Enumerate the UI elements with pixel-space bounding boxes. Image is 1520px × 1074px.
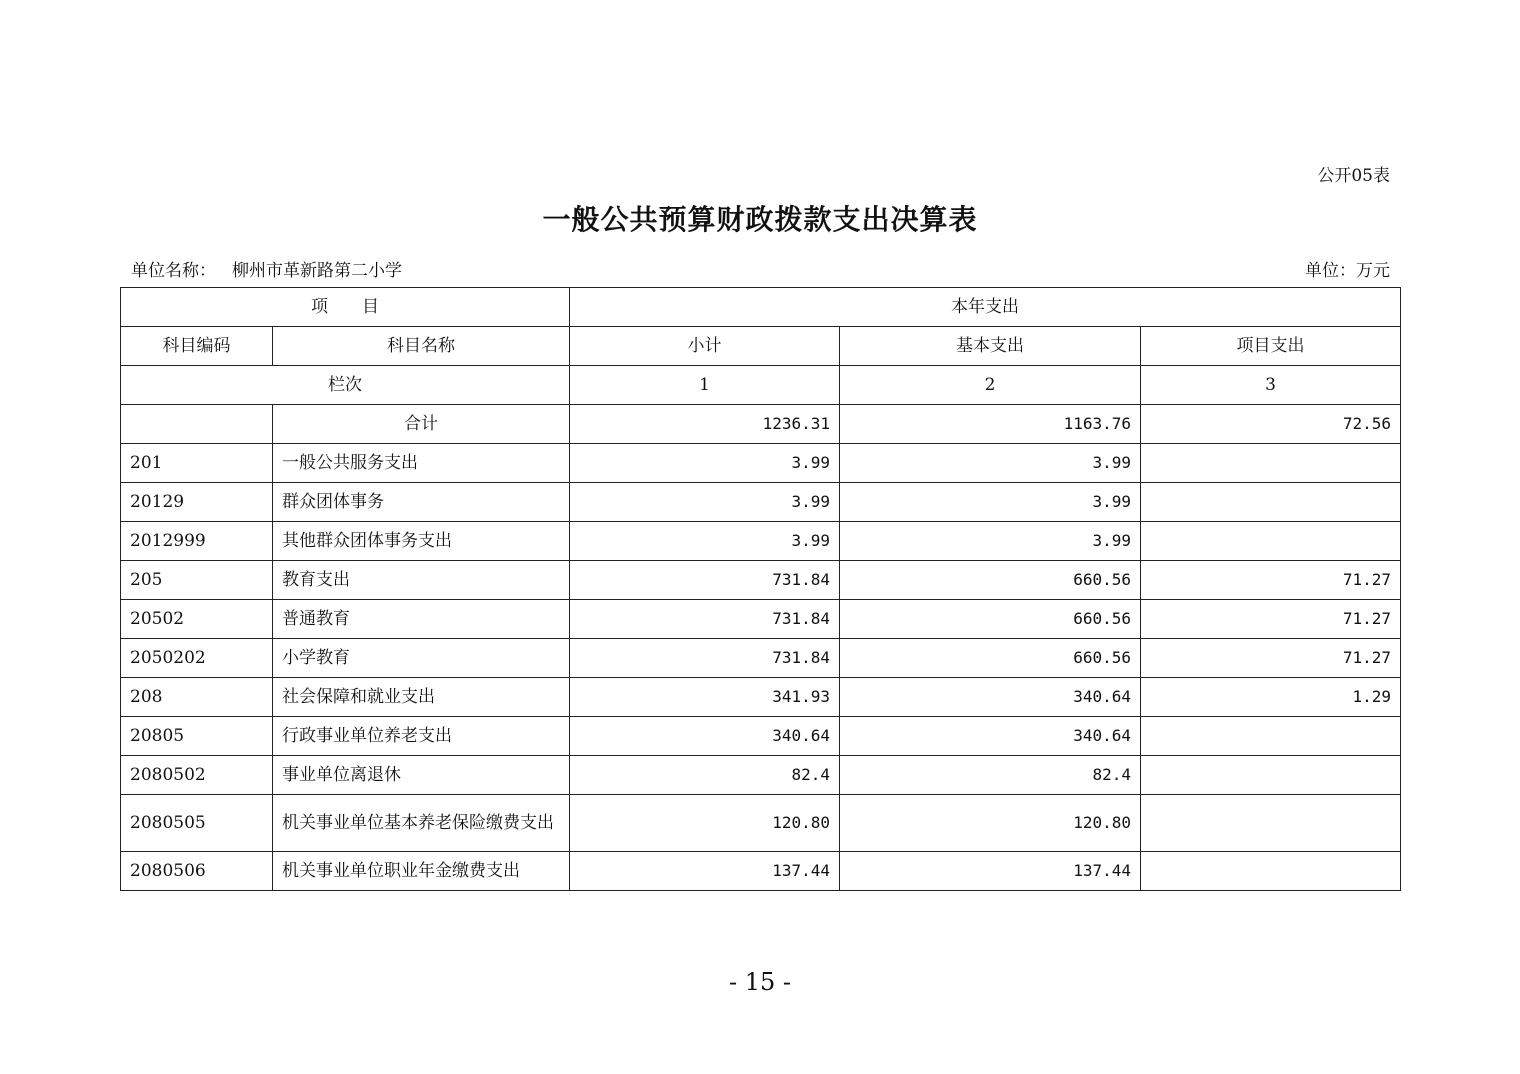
row-name: 普通教育 bbox=[273, 600, 570, 639]
row-name: 群众团体事务 bbox=[273, 483, 570, 522]
row-project bbox=[1141, 795, 1401, 852]
header-project: 项 目 bbox=[121, 288, 570, 327]
row-subtotal: 3.99 bbox=[570, 483, 840, 522]
row-subtotal: 341.93 bbox=[570, 678, 840, 717]
row-subtotal: 3.99 bbox=[570, 522, 840, 561]
table-row bbox=[121, 522, 1401, 561]
column-order-3: 3 bbox=[1141, 366, 1401, 405]
row-project bbox=[1141, 522, 1401, 561]
row-project: 71.27 bbox=[1141, 561, 1401, 600]
table-row bbox=[121, 678, 1401, 717]
header-code: 科目编码 bbox=[121, 327, 273, 366]
row-subtotal: 340.64 bbox=[570, 717, 840, 756]
total-label: 合计 bbox=[273, 405, 570, 444]
header-row-1 bbox=[121, 288, 1401, 327]
row-project bbox=[1141, 444, 1401, 483]
header-subtotal: 小计 bbox=[570, 327, 840, 366]
header-row-2 bbox=[121, 327, 1401, 366]
table-row bbox=[121, 795, 1401, 852]
table-row bbox=[121, 756, 1401, 795]
row-basic: 120.80 bbox=[840, 795, 1141, 852]
row-basic: 137.44 bbox=[840, 852, 1141, 891]
page-number: - 15 - bbox=[728, 968, 791, 996]
row-project bbox=[1141, 852, 1401, 891]
row-basic: 82.4 bbox=[840, 756, 1141, 795]
total-project: 72.56 bbox=[1141, 405, 1401, 444]
row-basic: 660.56 bbox=[840, 600, 1141, 639]
table-row bbox=[121, 561, 1401, 600]
header-project-expense: 项目支出 bbox=[1141, 327, 1401, 366]
row-name: 机关事业单位职业年金缴费支出 bbox=[273, 852, 570, 891]
row-name: 机关事业单位基本养老保险缴费支出 bbox=[273, 795, 570, 852]
row-name: 一般公共服务支出 bbox=[273, 444, 570, 483]
row-code: 2080502 bbox=[121, 756, 273, 795]
row-subtotal: 137.44 bbox=[570, 852, 840, 891]
table-row bbox=[121, 639, 1401, 678]
money-unit: 单位：万元 bbox=[1305, 261, 1390, 281]
row-basic: 340.64 bbox=[840, 717, 1141, 756]
table-row bbox=[121, 717, 1401, 756]
total-code bbox=[121, 405, 273, 444]
row-code: 2080505 bbox=[121, 795, 273, 852]
row-subtotal: 82.4 bbox=[570, 756, 840, 795]
column-order-2: 2 bbox=[840, 366, 1141, 405]
row-project bbox=[1141, 717, 1401, 756]
row-basic: 660.56 bbox=[840, 639, 1141, 678]
row-code: 2012999 bbox=[121, 522, 273, 561]
row-basic: 340.64 bbox=[840, 678, 1141, 717]
row-name: 社会保障和就业支出 bbox=[273, 678, 570, 717]
total-row bbox=[121, 405, 1401, 444]
unit-name-line bbox=[131, 256, 402, 281]
row-code: 208 bbox=[121, 678, 273, 717]
row-code: 20129 bbox=[121, 483, 273, 522]
column-order-1: 1 bbox=[570, 366, 840, 405]
row-subtotal: 731.84 bbox=[570, 600, 840, 639]
column-order-row bbox=[121, 366, 1401, 405]
row-basic: 660.56 bbox=[840, 561, 1141, 600]
header-basic: 基本支出 bbox=[840, 327, 1141, 366]
page-title: 一般公共预算财政拨款支出决算表 bbox=[542, 203, 978, 236]
row-project: 71.27 bbox=[1141, 639, 1401, 678]
table-row bbox=[121, 600, 1401, 639]
row-basic: 3.99 bbox=[840, 483, 1141, 522]
row-subtotal: 731.84 bbox=[570, 561, 840, 600]
total-subtotal: 1236.31 bbox=[570, 405, 840, 444]
row-code: 201 bbox=[121, 444, 273, 483]
row-name: 小学教育 bbox=[273, 639, 570, 678]
column-order-label: 栏次 bbox=[121, 366, 570, 405]
budget-table bbox=[120, 287, 1401, 891]
table-row bbox=[121, 483, 1401, 522]
row-name: 行政事业单位养老支出 bbox=[273, 717, 570, 756]
row-name: 事业单位离退休 bbox=[273, 756, 570, 795]
table-row bbox=[121, 444, 1401, 483]
total-basic: 1163.76 bbox=[840, 405, 1141, 444]
row-basic: 3.99 bbox=[840, 444, 1141, 483]
row-basic: 3.99 bbox=[840, 522, 1141, 561]
row-subtotal: 120.80 bbox=[570, 795, 840, 852]
header-current-year: 本年支出 bbox=[570, 288, 1401, 327]
row-name: 教育支出 bbox=[273, 561, 570, 600]
unit-name-label: 单位名称： bbox=[131, 261, 216, 281]
row-project bbox=[1141, 756, 1401, 795]
row-code: 2080506 bbox=[121, 852, 273, 891]
row-code: 205 bbox=[121, 561, 273, 600]
row-code: 2050202 bbox=[121, 639, 273, 678]
row-code: 20502 bbox=[121, 600, 273, 639]
row-code: 20805 bbox=[121, 717, 273, 756]
row-subtotal: 731.84 bbox=[570, 639, 840, 678]
row-subtotal: 3.99 bbox=[570, 444, 840, 483]
row-project: 1.29 bbox=[1141, 678, 1401, 717]
row-project: 71.27 bbox=[1141, 600, 1401, 639]
header-name: 科目名称 bbox=[273, 327, 570, 366]
row-name: 其他群众团体事务支出 bbox=[273, 522, 570, 561]
table-row bbox=[121, 852, 1401, 891]
table-number: 公开05表 bbox=[1317, 166, 1390, 186]
unit-name-value: 柳州市革新路第二小学 bbox=[232, 261, 402, 281]
row-project bbox=[1141, 483, 1401, 522]
